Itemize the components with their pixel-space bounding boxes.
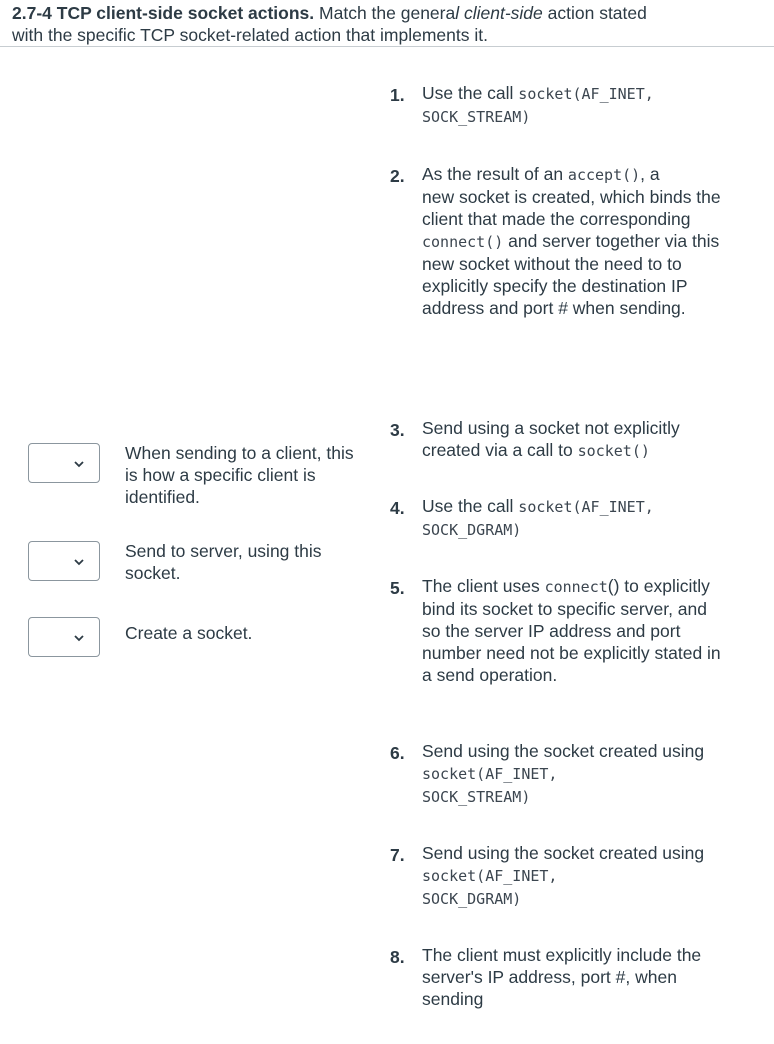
answer-number: 2. (390, 166, 405, 186)
answer-text: Send using the socket created using (422, 741, 705, 761)
question-instruction-d: with the specific TCP socket-related action that implements it. (12, 25, 488, 45)
question-header (0, 0, 774, 47)
answer-number: 7. (390, 845, 405, 865)
answer-text: () to explicitly bind its socket to specific server, and so the server IP address and port number need not be explicitly stated in a send operation. (422, 576, 721, 685)
answer-number: 1. (390, 85, 405, 105)
answer-text: Send using the socket created using (422, 843, 705, 863)
answer-option-5 (390, 575, 740, 686)
answer-code: socket() (577, 442, 650, 460)
answer-number: 6. (390, 743, 405, 763)
answer-code: connect (544, 578, 608, 596)
question-instruction-emph-general: l (455, 3, 460, 23)
answer-code: SOCK_STREAM) (422, 108, 531, 126)
question-instruction-a: Match the genera (314, 3, 456, 23)
answer-code: socket(AF_INET, (422, 867, 558, 885)
match-prompt-1: When sending to a client, this is how a specific client is identified. (125, 443, 354, 507)
question-title: 2.7-4 TCP client-side socket actions. (12, 3, 315, 23)
answer-code: socket(AF_INET, (518, 85, 654, 103)
answer-option-6 (390, 740, 740, 808)
answer-code: SOCK_STREAM) (422, 788, 531, 806)
answer-code: SOCK_DGRAM) (422, 521, 522, 539)
match-prompt-3: Create a socket. (125, 623, 253, 643)
match-prompt-2: Send to server, using this socket. (125, 541, 322, 583)
answer-option-4 (390, 495, 740, 541)
answer-number: 3. (390, 420, 405, 440)
match-select-2[interactable] (28, 541, 100, 581)
answer-text: and server together via this new socket without the need to to explicitly specify the destination IP address and port # when sending. (422, 231, 720, 318)
answer-number: 4. (390, 498, 405, 518)
answer-option-7 (390, 842, 740, 910)
answer-code: connect() (422, 233, 504, 251)
answer-text: The client must explicitly include the server's IP address, port #, when sending (422, 945, 702, 1009)
answer-text: Use the call (422, 83, 519, 103)
answer-option-2 (390, 163, 740, 319)
answer-text: Send using a socket not explicitly created via a call to (422, 418, 680, 460)
answer-code: socket(AF_INET, (422, 765, 558, 783)
answer-number: 8. (390, 947, 405, 967)
answer-code: SOCK_DGRAM) (422, 890, 522, 908)
answer-text: new socket is created, which binds the client that made the corresponding (422, 187, 721, 229)
answer-code: socket(AF_INET, (518, 498, 654, 516)
question-instruction-b: client-side (459, 3, 543, 23)
match-select-3[interactable] (28, 617, 100, 657)
answer-option-1 (390, 82, 740, 128)
answer-text: Use the call (422, 496, 519, 516)
answer-number: 5. (390, 578, 405, 598)
answer-option-3 (390, 417, 740, 462)
answer-text: As the result of an (422, 164, 568, 184)
match-select-1[interactable] (28, 443, 100, 483)
chevron-down-icon (71, 630, 87, 646)
question-instruction-c: action stated (542, 3, 647, 23)
answer-text: The client uses (422, 576, 545, 596)
answer-code: accept() (567, 166, 641, 184)
chevron-down-icon (71, 456, 87, 472)
chevron-down-icon (71, 554, 87, 570)
answer-text: , a (640, 164, 660, 184)
answer-option-8 (390, 944, 740, 1010)
